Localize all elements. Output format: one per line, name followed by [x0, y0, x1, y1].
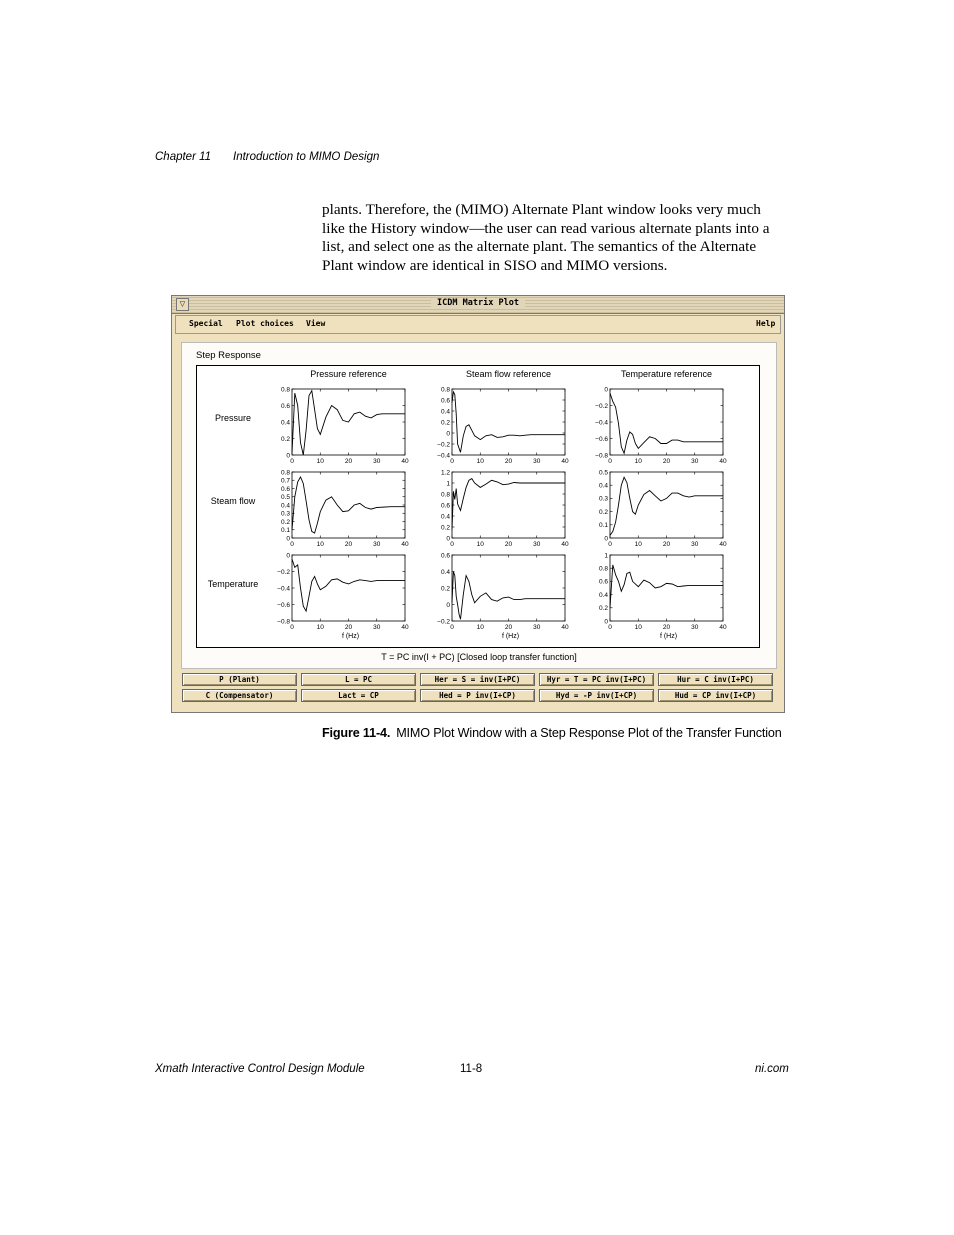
x-tick-label: 0: [290, 541, 294, 548]
lact-button[interactable]: Lact = CP: [301, 689, 416, 702]
y-tick-label: 0.4: [440, 513, 450, 521]
column-title-pressure-reference: Pressure reference: [310, 369, 387, 379]
x-tick-label: 20: [344, 624, 353, 631]
figure-caption-text: MIMO Plot Window with a Step Response Plot of the Transfer Function: [396, 726, 782, 740]
l-equals-pc-button[interactable]: L = PC: [301, 673, 416, 686]
column-title-temperature-reference: Temperature reference: [620, 369, 713, 379]
y-tick-label: 0.2: [440, 585, 450, 593]
y-tick-label: 0.1: [280, 527, 290, 535]
figure-caption: [322, 726, 782, 740]
y-tick-label: −0.2: [437, 441, 450, 449]
x-tick-label: 10: [476, 458, 484, 465]
x-tick-label: 10: [316, 458, 324, 465]
x-tick-label: 10: [316, 624, 324, 631]
y-tick-label: 1: [604, 552, 608, 560]
x-tick-label: 0: [290, 458, 294, 465]
x-tick-label: 40: [719, 541, 727, 548]
x-tick-label: 40: [401, 624, 409, 631]
panel-axes-r0c2: [610, 389, 723, 455]
x-axis-label: f (Hz): [659, 633, 678, 640]
panel-axes-r1c1: [452, 472, 565, 538]
transfer-function-formula: T = PC inv(I + PC) [Closed loop transfer function]: [381, 652, 577, 662]
y-tick-label: 0: [286, 452, 290, 460]
y-tick-label: −0.6: [595, 435, 608, 443]
y-tick-label: 0.4: [280, 502, 290, 510]
x-tick-label: 40: [719, 458, 727, 465]
x-tick-label: 10: [634, 624, 642, 631]
y-tick-label: 0: [446, 430, 450, 438]
y-tick-label: 0: [286, 552, 290, 560]
menubar: [175, 315, 781, 334]
menu-help[interactable]: Help: [756, 319, 776, 328]
window-titlebar[interactable]: [172, 296, 784, 314]
hyd-button[interactable]: Hyd = -P inv(I+CP): [539, 689, 654, 702]
x-tick-label: 0: [450, 458, 454, 465]
x-tick-label: 40: [561, 541, 569, 548]
x-tick-label: 30: [533, 541, 541, 548]
body-line: plants. Therefore, the (MIMO) Alternate Plant window looks very much: [322, 201, 761, 218]
step-response-matrix-plot: [196, 365, 762, 649]
y-tick-label: 0.2: [598, 508, 608, 516]
x-tick-label: 30: [373, 541, 381, 548]
window-title: ICDM Matrix Plot: [431, 298, 525, 308]
x-tick-label: 10: [476, 624, 484, 631]
y-tick-label: 0.7: [280, 477, 290, 485]
y-tick-label: 0: [286, 535, 290, 543]
panel-axes-r2c2: [610, 555, 723, 621]
footer-page-number: 11-8: [460, 1063, 483, 1075]
y-tick-label: −0.2: [277, 568, 290, 576]
y-tick-label: 0.4: [598, 591, 608, 599]
y-tick-label: −0.6: [277, 601, 290, 609]
y-tick-label: −0.8: [595, 452, 608, 460]
y-tick-label: 0.8: [598, 565, 608, 573]
y-tick-label: 0.6: [280, 485, 290, 493]
button-row-2: [182, 689, 776, 703]
x-tick-label: 30: [691, 624, 699, 631]
y-tick-label: 0: [446, 601, 450, 609]
x-tick-label: 20: [504, 624, 513, 631]
x-tick-label: 20: [504, 541, 513, 548]
y-tick-label: −0.4: [277, 585, 290, 593]
y-tick-label: 0.8: [280, 469, 290, 477]
y-tick-label: 0: [604, 535, 608, 543]
y-tick-label: 0.4: [440, 408, 450, 416]
hed-button[interactable]: Hed = P inv(I+CP): [420, 689, 535, 702]
x-tick-label: 0: [608, 624, 612, 631]
x-tick-label: 20: [662, 458, 671, 465]
x-tick-label: 40: [561, 624, 569, 631]
body-line: Plant window are identical in SISO and MIMO versions.: [322, 256, 668, 274]
x-tick-label: 0: [450, 624, 454, 631]
x-tick-label: 10: [316, 541, 324, 548]
icdm-matrix-plot-window: [171, 295, 785, 713]
y-tick-label: 0.8: [440, 491, 450, 499]
panel-axes-r1c0: [292, 472, 405, 538]
x-tick-label: 0: [290, 624, 294, 631]
y-tick-label: 0.8: [280, 386, 290, 394]
x-tick-label: 20: [504, 458, 513, 465]
y-tick-label: 0.3: [598, 495, 608, 503]
x-tick-label: 30: [373, 458, 381, 465]
compensator-button[interactable]: C (Compensator): [182, 689, 297, 702]
y-tick-label: −0.8: [277, 618, 290, 626]
y-tick-label: 0.6: [440, 502, 450, 510]
y-tick-label: 0.6: [598, 578, 608, 586]
menu-plot-choices[interactable]: Plot choices: [236, 319, 294, 328]
y-tick-label: −0.4: [595, 419, 608, 427]
x-tick-label: 30: [691, 458, 699, 465]
body-paragraph: [322, 201, 792, 275]
y-tick-label: −0.4: [437, 452, 450, 460]
y-tick-label: 0.5: [280, 494, 290, 502]
her-button[interactable]: Her = S = inv(I+PC): [420, 673, 535, 686]
x-tick-label: 0: [608, 541, 612, 548]
y-tick-label: 0.3: [280, 510, 290, 518]
y-tick-label: 1: [446, 480, 450, 488]
y-tick-label: 0.8: [440, 386, 450, 394]
x-tick-label: 0: [450, 541, 454, 548]
x-tick-label: 10: [476, 541, 484, 548]
x-tick-label: 30: [533, 624, 541, 631]
y-tick-label: 0.2: [280, 435, 290, 443]
y-tick-label: 0.2: [440, 419, 450, 427]
y-tick-label: 0.2: [440, 524, 450, 532]
x-tick-label: 40: [401, 541, 409, 548]
panel-axes-r2c1: [452, 555, 565, 621]
plant-button[interactable]: P (Plant): [182, 673, 297, 686]
y-tick-label: 0.1: [598, 522, 608, 530]
y-tick-label: 0.6: [440, 397, 450, 405]
hyr-button[interactable]: Hyr = T = PC inv(I+PC): [539, 673, 654, 686]
row-label-temperature: Temperature: [207, 579, 259, 589]
x-axis-label: f (Hz): [501, 633, 520, 640]
row-label-steam-flow: Steam flow: [210, 496, 256, 506]
x-tick-label: 30: [533, 458, 541, 465]
y-tick-label: 0.6: [280, 402, 290, 410]
y-tick-label: 1.2: [440, 469, 450, 477]
x-tick-label: 40: [401, 458, 409, 465]
x-tick-label: 10: [634, 458, 642, 465]
y-tick-label: 0: [604, 618, 608, 626]
body-line: list, and select one as the alternate plant. The semantics of the Alternate: [322, 238, 757, 256]
y-tick-label: 0.4: [598, 482, 608, 490]
y-tick-label: 0.2: [598, 605, 608, 613]
hur-button[interactable]: Hur = C inv(I+PC): [658, 673, 773, 686]
column-title-steam-flow-reference: Steam flow reference: [465, 369, 552, 379]
hud-button[interactable]: Hud = CP inv(I+CP): [658, 689, 773, 702]
y-tick-label: 0.4: [280, 419, 290, 427]
x-tick-label: 10: [634, 541, 642, 548]
x-tick-label: 20: [662, 541, 671, 548]
y-tick-label: −0.2: [595, 402, 608, 410]
panel-axes-r2c0: [292, 555, 405, 621]
button-row-1: [182, 673, 776, 687]
y-tick-label: 0: [604, 386, 608, 394]
chapter-label: Chapter 11: [155, 151, 212, 163]
window-menu-icon[interactable]: ▽: [176, 298, 189, 311]
menu-view[interactable]: View: [306, 319, 326, 328]
body-line: like the History window—the user can read various alternate plants into a: [322, 219, 770, 237]
y-tick-label: 0.5: [598, 469, 608, 477]
x-tick-label: 30: [373, 624, 381, 631]
chapter-title: Introduction to MIMO Design: [233, 151, 380, 163]
y-tick-label: 0: [446, 535, 450, 543]
x-tick-label: 20: [344, 541, 353, 548]
figure-label: Figure 11-4.: [322, 726, 391, 740]
x-tick-label: 0: [608, 458, 612, 465]
x-tick-label: 20: [344, 458, 353, 465]
footer-module-name: Xmath Interactive Control Design Module: [155, 1063, 365, 1075]
row-label-pressure: Pressure: [214, 413, 252, 423]
x-axis-label: f (Hz): [341, 633, 360, 640]
x-tick-label: 40: [561, 458, 569, 465]
y-tick-label: 0.6: [440, 552, 450, 560]
y-tick-label: 0.2: [280, 518, 290, 526]
x-tick-label: 20: [662, 624, 671, 631]
menu-special[interactable]: Special: [189, 319, 223, 328]
x-tick-label: 40: [719, 624, 727, 631]
plot-heading: Step Response: [196, 350, 261, 361]
x-tick-label: 30: [691, 541, 699, 548]
y-tick-label: −0.2: [437, 618, 450, 626]
plot-panel: [181, 342, 777, 669]
panel-axes-r0c1: [452, 389, 565, 455]
y-tick-label: 0.4: [440, 568, 450, 576]
footer-site: ni.com: [755, 1063, 789, 1075]
